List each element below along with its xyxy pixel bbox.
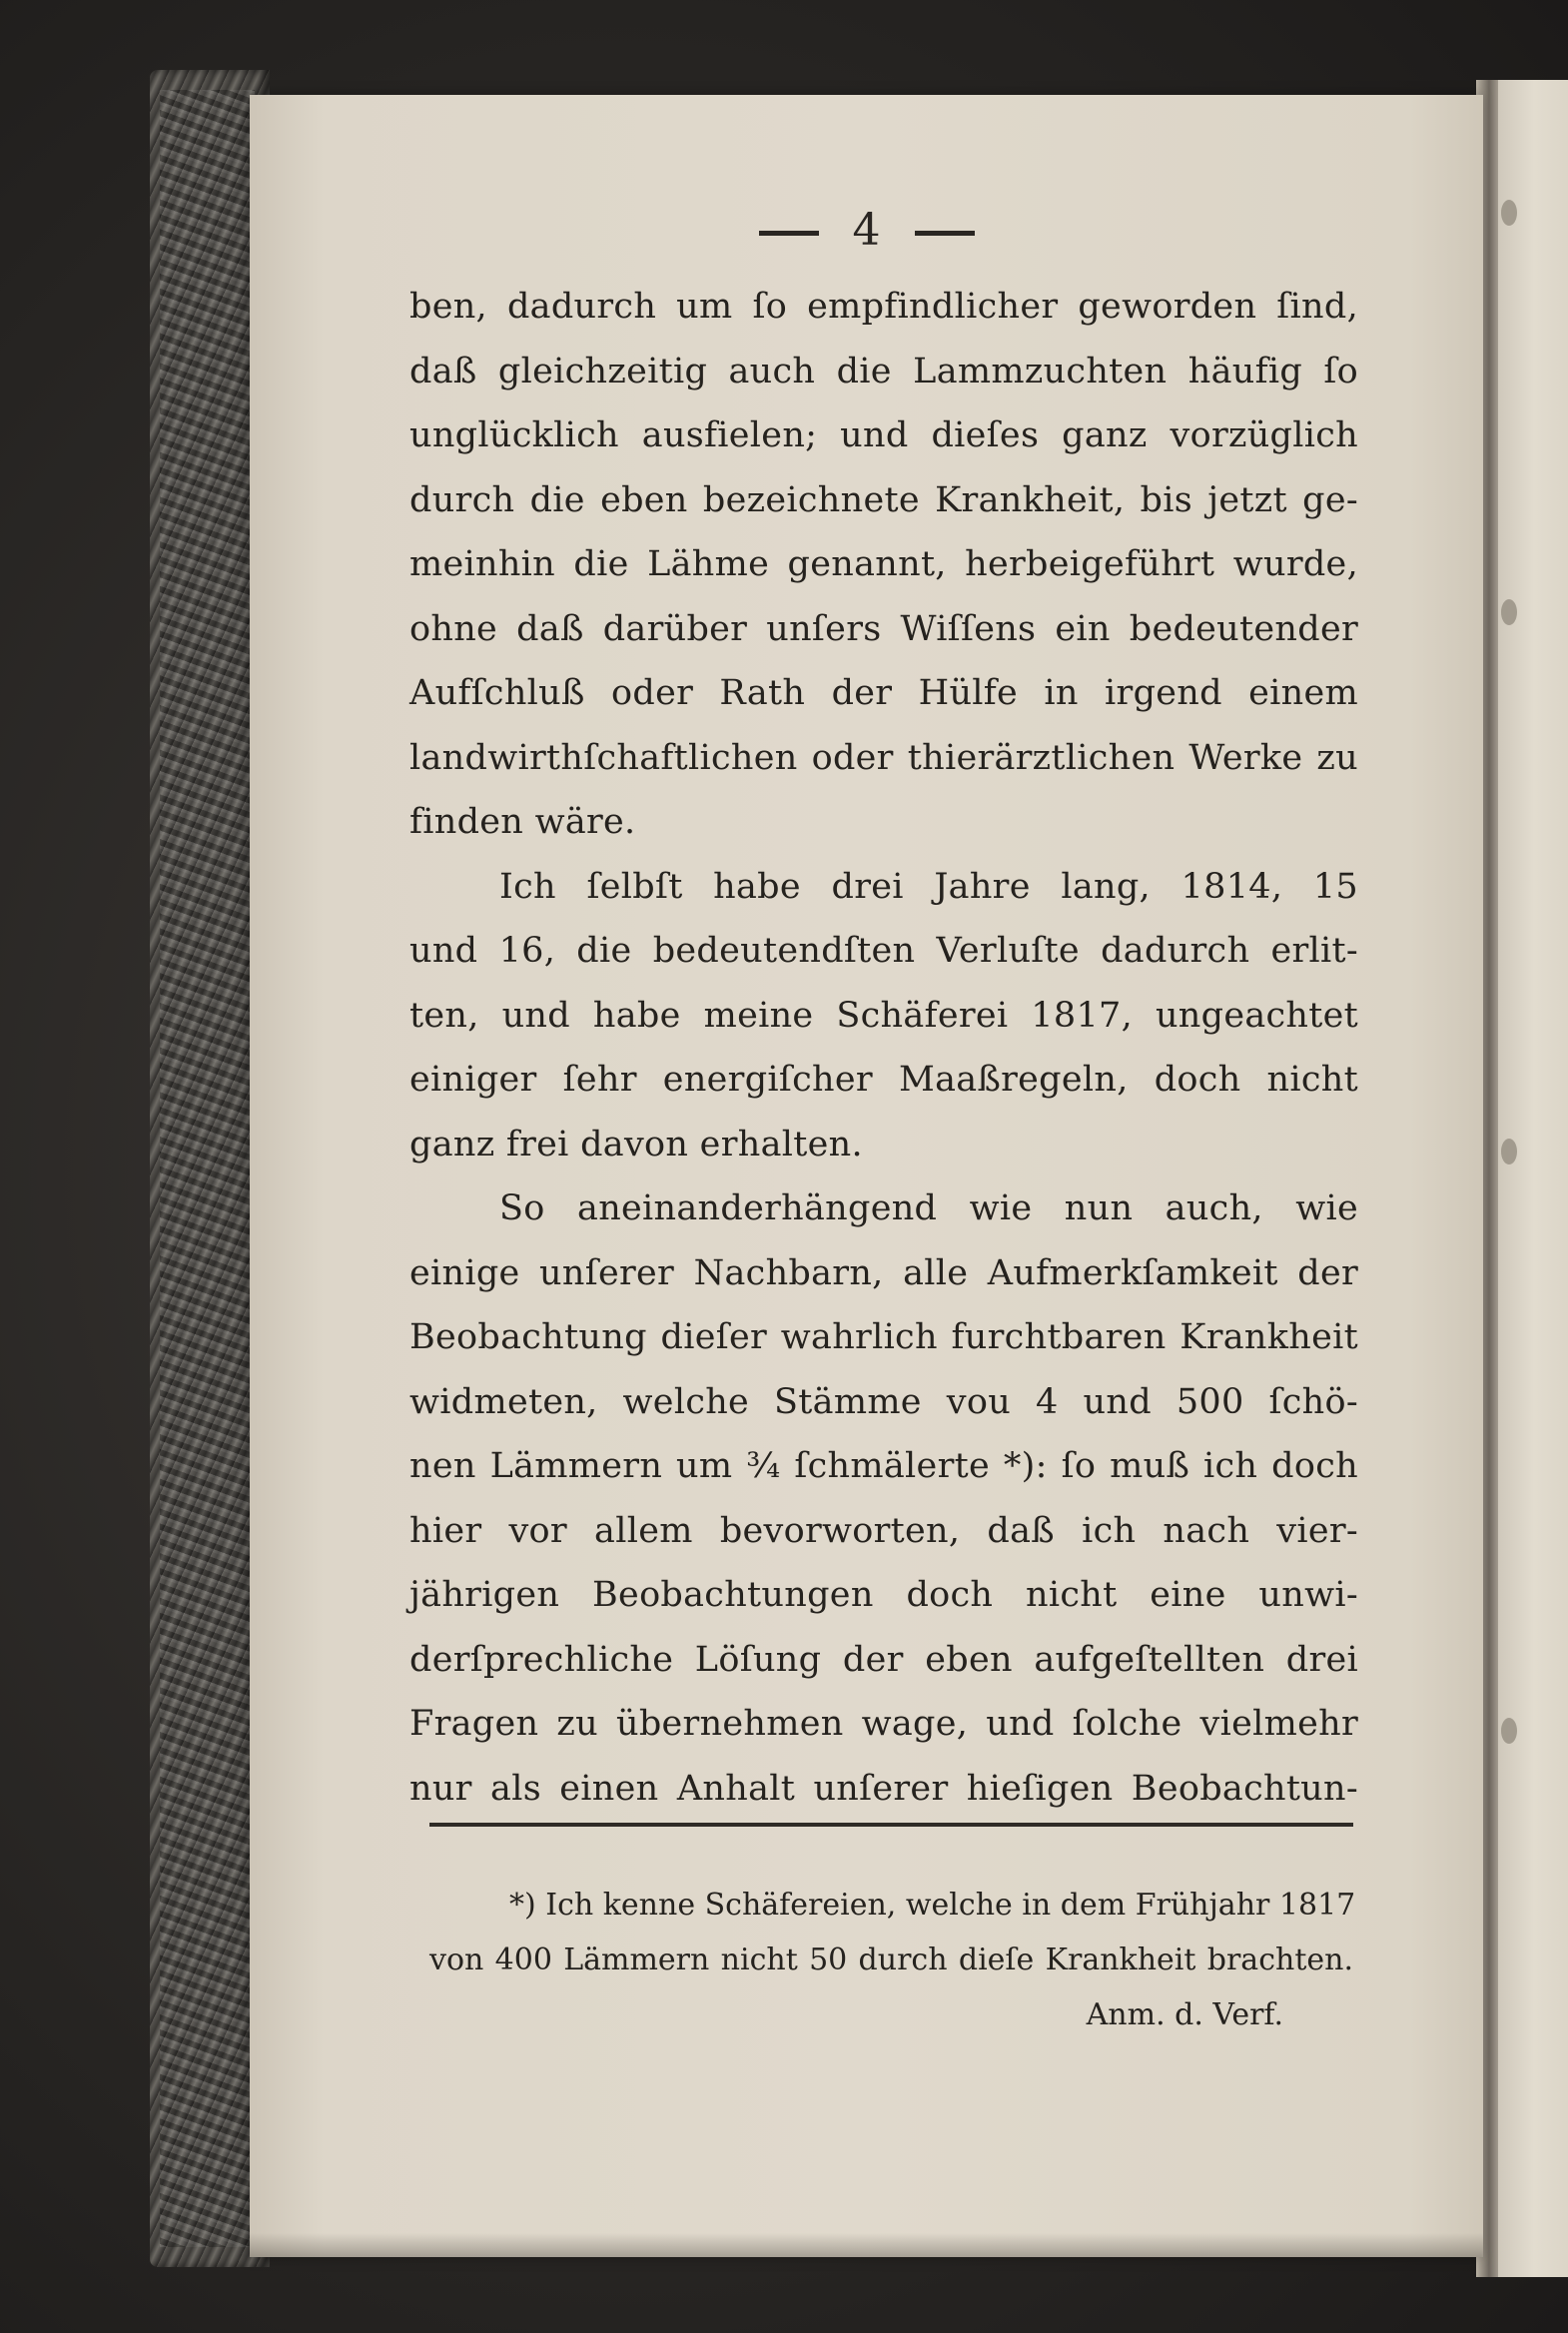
footnote-signature: Anm. d. Verf. (1086, 1997, 1283, 2032)
text-line: Ich ſelbſt habe drei Jahre lang, 1814, 15 (499, 866, 1358, 907)
binding-mark (1501, 1718, 1517, 1744)
text-line: Beobachtung dieſer wahrlich furchtbaren Krankheit (409, 1317, 1358, 1357)
footnote-rule (429, 1823, 1353, 1827)
text-line: ganz frei davon erhalten. (409, 1124, 863, 1165)
text-line: ben, dadurch um ſo empfindlicher geworden ſind, (409, 287, 1358, 327)
text-line: nen Lämmern um ¾ ſchmälerte *): ſo muß ich doch (409, 1446, 1358, 1486)
book-page (250, 95, 1483, 2257)
footnote-line: *) Ich kenne Schäfereien, welche in dem Frühjahr 1817 (509, 1888, 1356, 1923)
header-dash-left (759, 231, 819, 236)
text-line: So aneinanderhängend wie nun auch, wie (499, 1188, 1358, 1228)
header-dash-right (915, 231, 975, 236)
footnote-line: von 400 Lämmern nicht 50 durch dieſe Krankheit brachten. (429, 1943, 1353, 1977)
text-line: Aufſchluß oder Rath der Hülfe in irgend einem (409, 673, 1358, 713)
text-line: landwirthſchaftlichen oder thierärztlichen Werke zu (409, 737, 1358, 778)
binding-mark (1501, 599, 1517, 625)
next-page-edge (1498, 80, 1568, 2277)
text-line: einiger ſehr energiſcher Maaßregeln, doch nicht (409, 1060, 1358, 1100)
text-line: ohne daß darüber unſers Wiſſens ein bedeutender (409, 608, 1358, 649)
text-line: daß gleichzeitig auch die Lammzuchten häufig ſo (409, 351, 1358, 391)
text-line: widmeten, welche Stämme vou 4 und 500 ſchö- (409, 1381, 1358, 1422)
binding-mark (1501, 1139, 1517, 1165)
text-line: hier vor allem bevorworten, daß ich nach vier- (409, 1510, 1358, 1551)
footnote (429, 1878, 1356, 2042)
text-line: derſprechliche Löſung der eben aufgeſtellten drei (409, 1639, 1358, 1680)
text-line: jährigen Beobachtungen doch nicht eine unwi- (409, 1575, 1358, 1615)
page-number: 4 (852, 205, 881, 256)
text-line: unglücklich ausfielen; und dieſes ganz vorzüglich (409, 415, 1358, 455)
text-line: durch die eben bezeichnete Krankheit, bis jetzt ge- (409, 479, 1358, 520)
text-line: und 16, die bedeutendſten Verluſte dadurch erlit- (409, 931, 1358, 971)
text-line: einige unſerer Nachbarn, alle Aufmerkſamkeit der (409, 1252, 1358, 1293)
page-header (250, 205, 1483, 256)
body-text (409, 275, 1358, 1821)
cover-texture (160, 90, 255, 2247)
text-line: meinhin die Lähme genannt, herbeigeführt wurde, (409, 544, 1358, 584)
text-line: finden wäre. (409, 802, 636, 842)
text-line: Fragen zu übernehmen wage, und ſolche vielmehr (409, 1704, 1358, 1744)
text-line: ten, und habe meine Schäferei 1817, ungeachtet (409, 995, 1358, 1036)
text-line: nur als einen Anhalt unſerer hieſigen Beobachtun- (409, 1768, 1358, 1809)
binding-mark (1501, 200, 1517, 226)
